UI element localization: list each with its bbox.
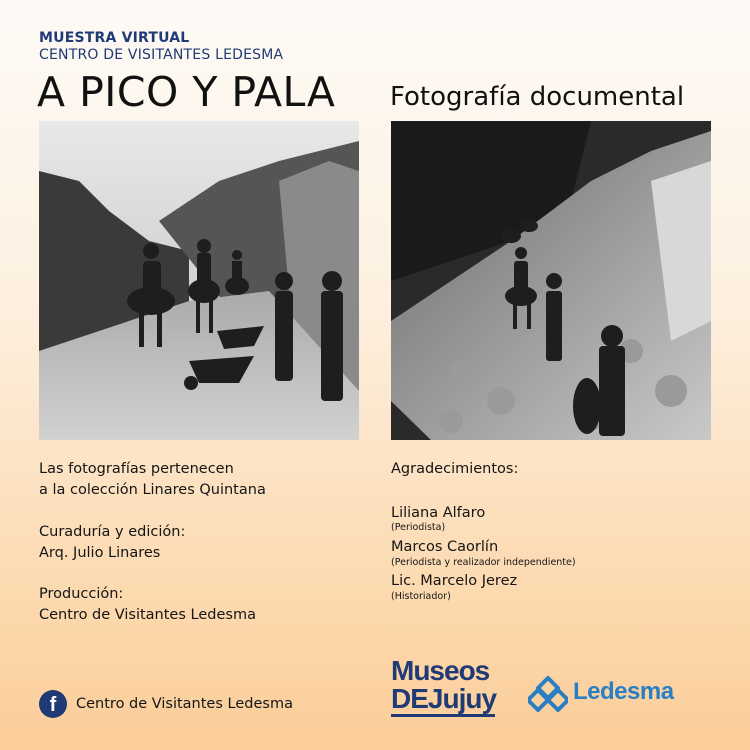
collection-line-2: a la colección Linares Quintana — [39, 482, 266, 498]
exhibition-title: A PICO Y PALA — [37, 68, 336, 116]
facebook-icon[interactable]: f — [39, 690, 67, 718]
exhibition-subtitle: Fotografía documental — [390, 82, 685, 112]
ledesma-mark-icon — [528, 674, 568, 714]
mountain-road-workers-photo — [39, 121, 359, 440]
museos-de-jujuy-logo — [391, 656, 495, 722]
ack-person-name: Liliana Alfaro — [391, 505, 486, 521]
rocky-slope-workers-photo — [391, 121, 711, 440]
collection-line-1: Las fotografías pertenecen — [39, 461, 234, 477]
curation-label: Curaduría y edición: — [39, 524, 186, 540]
ack-person-name: Lic. Marcelo Jerez — [391, 573, 518, 589]
ack-person-role: (Historiador) — [391, 591, 451, 602]
museos-logo-line-2: DEJujuy — [391, 685, 495, 717]
acknowledgements-heading: Agradecimientos: — [391, 461, 519, 477]
venue-name: CENTRO DE VISITANTES LEDESMA — [39, 47, 284, 63]
facebook-page-link[interactable]: Centro de Visitantes Ledesma — [76, 696, 293, 712]
ledesma-logo — [528, 674, 684, 714]
production-name: Centro de Visitantes Ledesma — [39, 607, 256, 623]
museos-logo-line-1: Museos — [391, 655, 490, 686]
ack-person-role: (Periodista) — [391, 522, 446, 533]
ack-person-name: Marcos Caorlín — [391, 539, 499, 555]
production-label: Producción: — [39, 586, 124, 602]
ack-person-role: (Periodista y realizador independiente) — [391, 557, 576, 568]
exhibition-kicker: MUESTRA VIRTUAL — [39, 30, 190, 46]
curation-name: Arq. Julio Linares — [39, 545, 161, 561]
ledesma-wordmark: Ledesma — [573, 678, 674, 705]
